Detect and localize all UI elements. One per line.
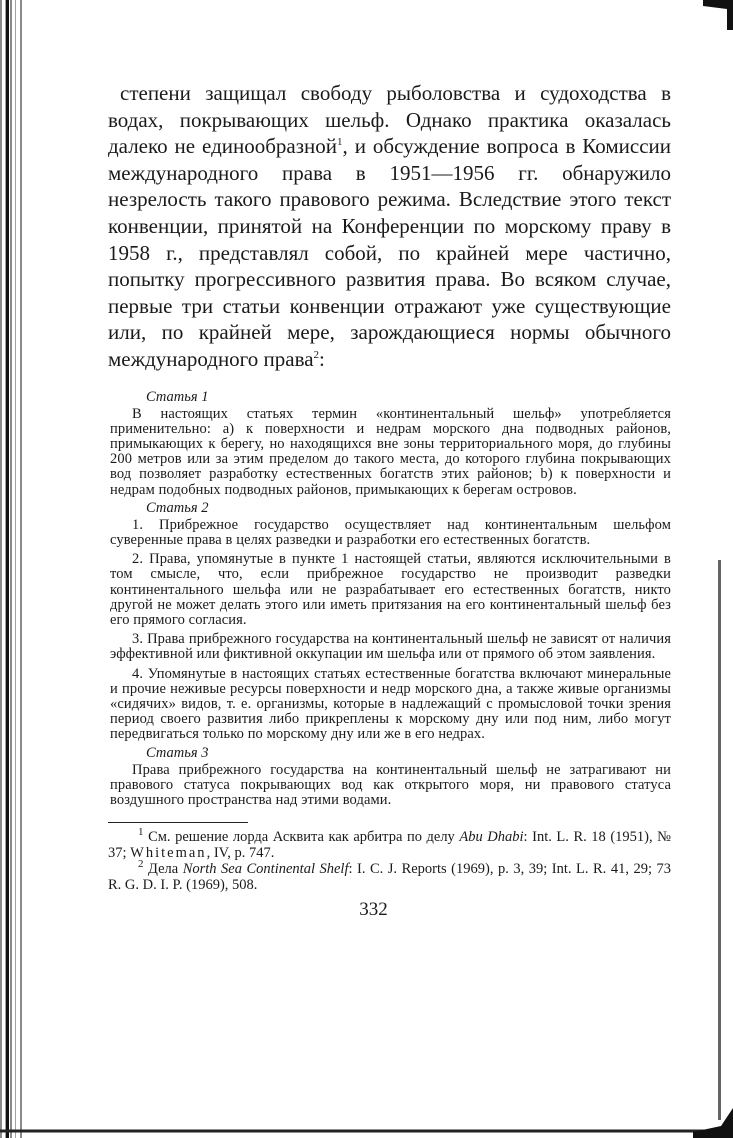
article-1-heading: Статья 1 — [146, 388, 209, 405]
main-text-end: : — [319, 346, 325, 371]
article-2-paragraph-3: 3. Права прибрежного государства на континентальный шельф не зависят от наличия эффективной или фиктивной оккупации им шельфа или от прямого об этом заявления. — [110, 631, 671, 663]
footnote-1-text-a: См. решение лорда Асквита как арбитра по делу — [148, 829, 460, 846]
article-2-paragraph-2: 2. Права, упомянутые в пункте 1 настоящей статьи, являются исключительными в том смысле, что, если прибрежное государство не производит разведки континентального шельфа или не разрабатывает его естественных богатств, никто другой не может делать этого или иметь притязания на его континентальный шельф без его прямого согласия. — [110, 551, 671, 628]
scan-edge-right — [718, 560, 721, 1120]
main-paragraph — [108, 80, 671, 373]
footnote-1-author: Whiteman — [130, 845, 207, 862]
main-text-part-1: степени защищал свободу рыболовства и судоходства в водах, покрывающих шельф. Однако практика оказалась далеко не единообразной — [108, 81, 671, 159]
main-text-part-2: , и обсуждение вопроса в Комиссии международного права в 1951—1956 гг. обнаружило незрелость такого правового режима. Вследствие этого текст конвенции, принятой на Конференции по морскому праву в 1958 г., представлял собой, по крайней мере частично, попытку прогрессивного развития права. Во всяком случае, первые три статьи конвенции отражают уже существующие или, по крайней мере, зарождающиеся нормы обычного международного права — [108, 134, 671, 371]
footnote-2-text-b: : I. C. J. Reports (1969), p. 3, 39; Int. L. R. 41, 29; 73 R. G. D. I. P. (1969), 508. — [108, 861, 671, 894]
footnote-2-case: North Sea Continental Shelf — [182, 861, 349, 878]
article-2-paragraph-1: 1. Прибрежное государство осуществляет над континентальным шельфом суверенные права в целях разведки и разработки его естественных богатств. — [110, 516, 671, 548]
page-number: 332 — [359, 899, 388, 921]
article-3-heading: Статья 3 — [146, 744, 209, 761]
article-3-paragraph: Права прибрежного государства на континентальный шельф не затрагивают ни правового статуса покрывающих вод как открытого моря, ни правового статуса воздушного пространства над этими водами. — [110, 761, 671, 808]
footnote-1-text-c: , IV, p. 747. — [206, 845, 275, 862]
scan-corner-bottom-right — [693, 1108, 733, 1138]
footnote-2-text-a: Дела — [148, 861, 183, 878]
footnote-2 — [108, 858, 671, 894]
footnote-1-mark: 1 — [138, 826, 144, 839]
footnote-1-text-b: : Int. L. R. 18 (1951), № 37; — [108, 829, 672, 862]
scan-edge-left-bar — [6, 0, 9, 1138]
article-1-paragraph: В настоящих статьях термин «континентальный шельф» употребляется применительно: а) к поверхности и недрам морского дна подводных районов, примыкающих к берегу, но находящихся вне зоны территориального моря, до глубины 200 метров или за этим пределом до такого места, до которого глубина покрывающих вод позволяет разработку естественных богатств этих районов; b) к поверхности и недрам подобных подводных районов, примыкающих к берегам островов. — [110, 405, 671, 498]
footnote-1 — [108, 826, 672, 862]
footnote-divider — [108, 822, 248, 823]
article-2-paragraph-4: 4. Упомянутые в настоящих статьях естественные богатства включают минеральные и прочие неживые ресурсы поверхности и недр морского дна, а также живые организмы «сидячих» видов, т. е. организмы, которые в надлежащий с промысловой точки зрения период своего развития либо прикреплены к морскому дну или под ним, либо могут передвигаться только по морскому дну или же в его недрах. — [110, 665, 671, 743]
scan-edge-left — [0, 0, 22, 1138]
footnote-2-mark: 2 — [138, 858, 144, 871]
scan-corner-top-right — [703, 0, 733, 30]
book-page — [108, 80, 671, 921]
footnote-1-case: Abu Dhabi — [459, 829, 524, 846]
footnote-ref-2[interactable]: 2 — [313, 348, 320, 361]
scan-edge-bottom — [0, 1124, 733, 1138]
article-2-heading: Статья 2 — [146, 499, 209, 516]
footnote-ref-1[interactable]: 1 — [337, 136, 343, 149]
